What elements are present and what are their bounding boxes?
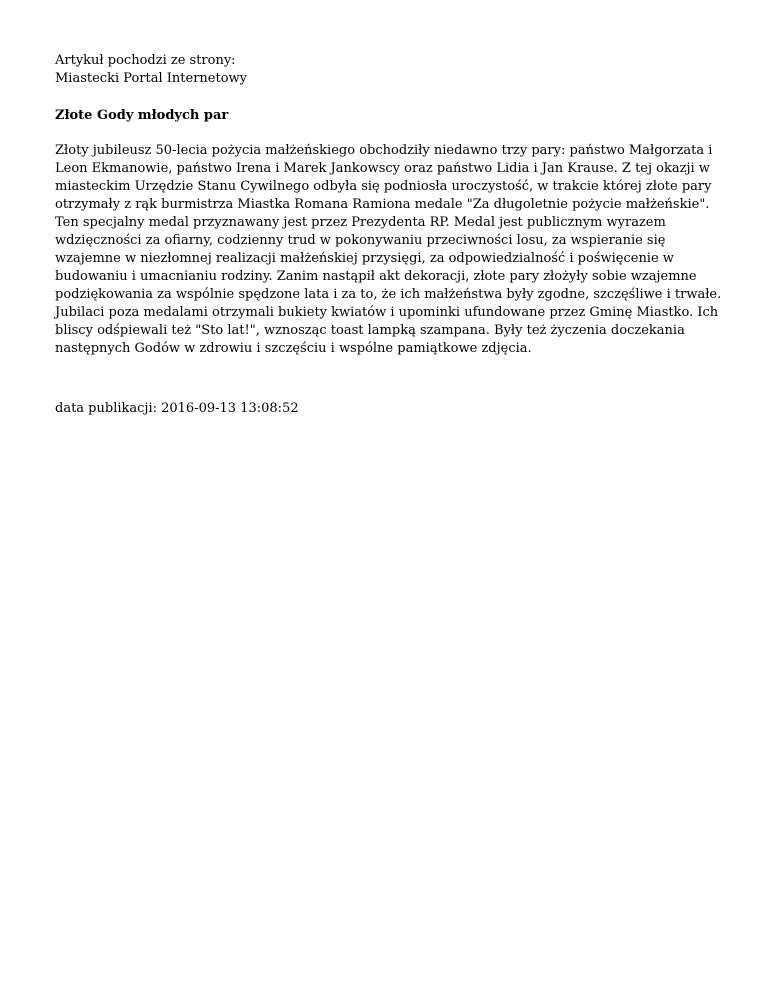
- article-body: [55, 142, 722, 358]
- article-line: wdzięczności za ofiarny, codzienny trud w pokonywaniu przeciwności losu, za wspieranie się: [55, 233, 666, 248]
- article-line: Jubilaci poza medalami otrzymali bukiety kwiatów i upominki ufundowane przez Gminę Miastko. Ich: [55, 305, 719, 320]
- article-line: Leon Ekmanowie, państwo Irena i Marek Jankowscy oraz państwo Lidia i Jan Krause. Z tej okazji w: [55, 161, 710, 176]
- document-page: [55, 52, 722, 418]
- publication-date: data publikacji: 2016-09-13 13:08:52: [55, 401, 299, 416]
- article-line: budowaniu i umacnianiu rodziny. Zanim nastąpił akt dekoracji, złote pary złożyły sobie wzajemne: [55, 269, 697, 284]
- article-line: bliscy odśpiewali też "Sto lat!", wznosząc toast lampką szampana. Były też życzenia doczekania: [55, 323, 685, 338]
- article-line: wzajemne w niezłomnej realizacji małżeńskiej przysięgi, za odpowiedzialność i poświęcenie w: [55, 251, 674, 266]
- article-line: Ten specjalny medal przyznawany jest przez Prezydenta RP. Medal jest publicznym wyrazem: [55, 215, 666, 230]
- source-site-name: Miastecki Portal Internetowy: [55, 71, 248, 86]
- source-label: Artykuł pochodzi ze strony:: [55, 53, 236, 68]
- article-title: Złote Gody młodych par: [55, 108, 229, 123]
- article-line: miasteckim Urzędzie Stanu Cywilnego odbyła się podniosła uroczystość, w trakcie której złote pary: [55, 179, 712, 194]
- article-line: podziękowania za wspólnie spędzone lata i za to, że ich małżeństwa były zgodne, szczęśliwe i trwałe.: [55, 287, 722, 302]
- article-line: Złoty jubileusz 50-lecia pożycia małżeńskiego obchodziły niedawno trzy pary: państwo Małgorzata i: [55, 143, 713, 158]
- article-line: następnych Godów w zdrowiu i szczęściu i wspólne pamiątkowe zdjęcia.: [55, 341, 532, 356]
- source-info: [55, 52, 715, 88]
- article-line: otrzymały z rąk burmistrza Miastka Romana Ramiona medale "Za długoletnie pożycie małżeńskie".: [55, 197, 710, 212]
